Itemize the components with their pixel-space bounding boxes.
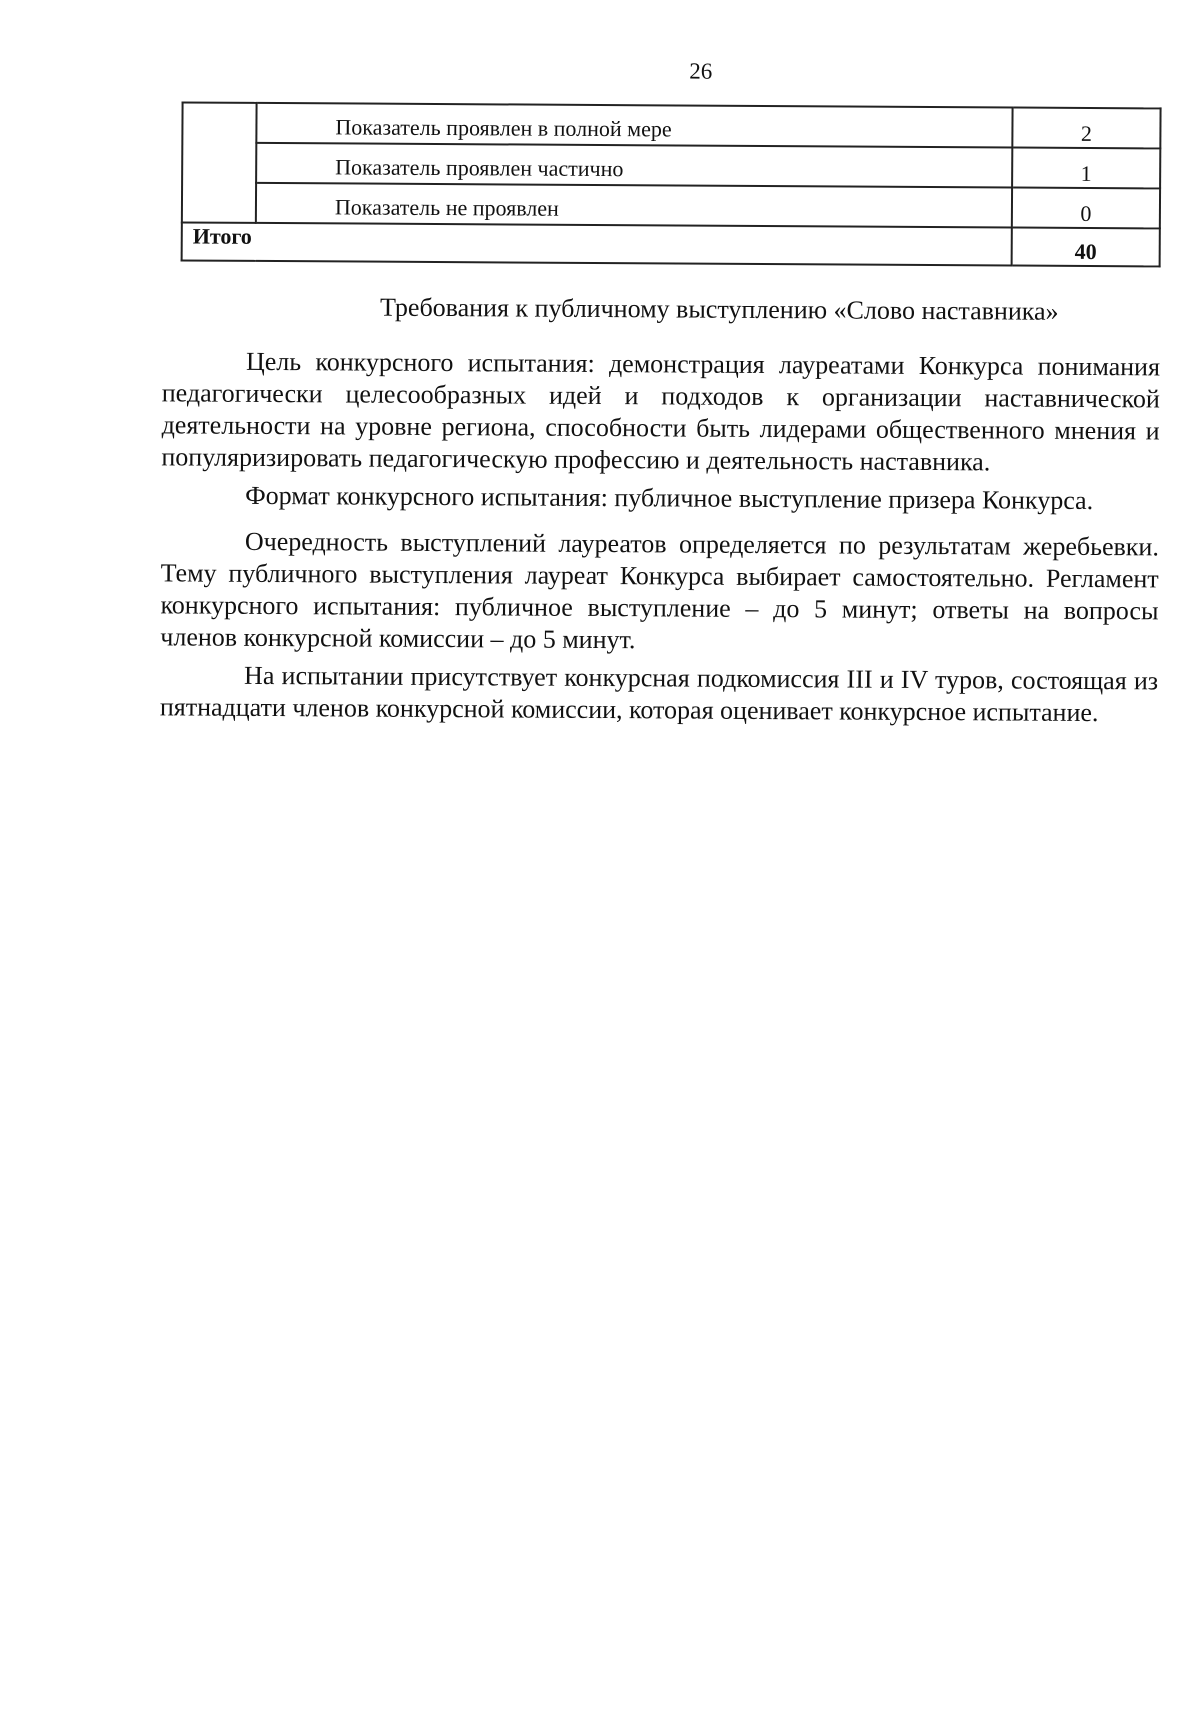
paragraph-goal: Цель конкурсного испытания: демонстрация лауреатами Конкурса понимания педагогически целесообразных идей и подходов к организации наставнической деятельности на уровне региона, способности быть лидерами общественного мнения и популяризировать педагогическую профессию и деятельность наставника.: [161, 346, 1161, 477]
table-total-row: [182, 222, 1160, 266]
criterion-label: Показатель не проявлен: [256, 183, 1012, 228]
total-label: Итого: [182, 222, 1012, 265]
criterion-label: Показатель проявлен частично: [256, 143, 1012, 188]
criterion-label: Показатель проявлен в полной мере: [256, 103, 1012, 148]
section-heading: Требования к публичному выступлению «Слово наставника»: [379, 292, 1059, 326]
table-row: [182, 182, 1160, 228]
paragraph-format: Формат конкурсного испытания: публичное выступление призера Конкурса.: [245, 480, 1094, 516]
paragraph-commission: На испытании присутствует конкурсная подкомиссия III и IV туров, состоящая из пятнадцати членов конкурсной комиссии, которая оценивает конкурсное испытание.: [159, 660, 1159, 728]
total-score: 40: [1012, 228, 1160, 267]
criterion-score: 0: [1012, 188, 1160, 229]
criterion-score: 1: [1012, 148, 1160, 189]
paragraph-order: Очередность выступлений лауреатов определяется по результатам жеребьевки. Тему публичного выступления лауреат Конкурса выбирает самостоятельно. Регламент конкурсного испытания: публичное выступление – до 5 минут; ответы на вопросы членов конкурсной комиссии – до 5 минут.: [160, 526, 1159, 655]
table-blank-cell: [182, 102, 257, 222]
table-row: [182, 102, 1160, 148]
criterion-score: 2: [1012, 108, 1160, 149]
table-row: [182, 142, 1160, 188]
body-text: [160, 345, 1160, 735]
page-number: 26: [689, 58, 713, 84]
score-table: [181, 101, 1162, 267]
